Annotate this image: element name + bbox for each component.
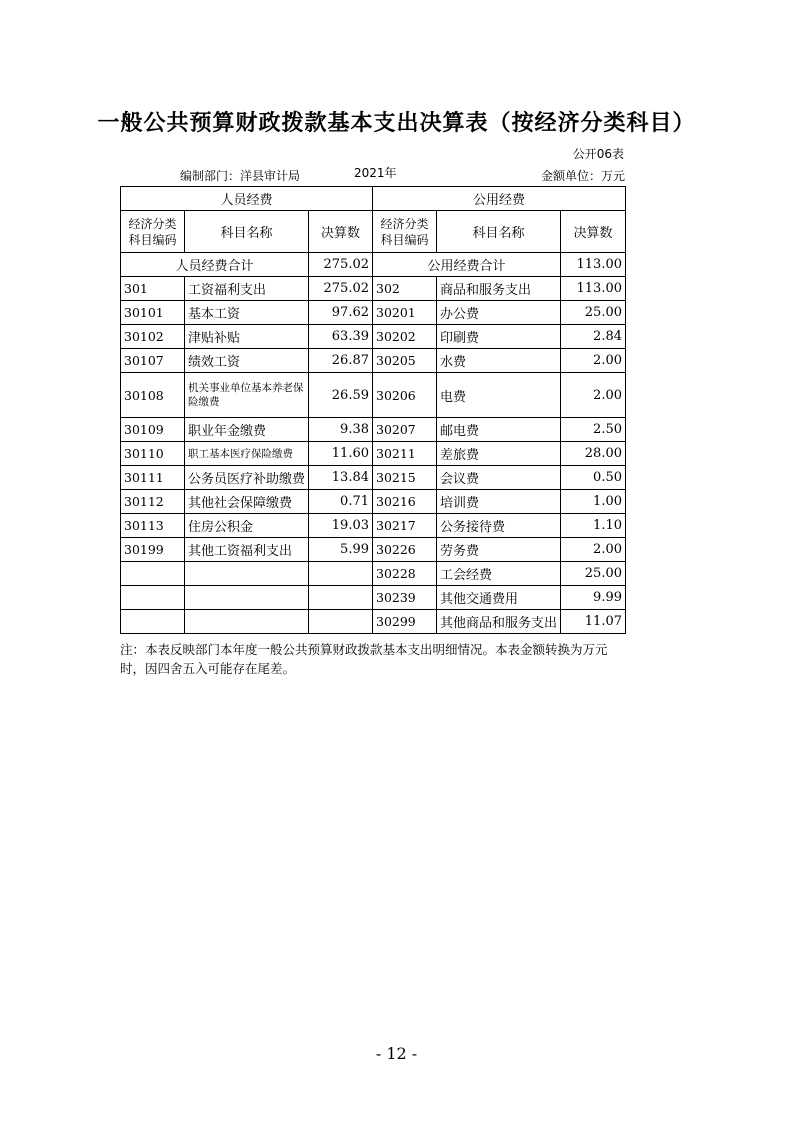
g-code-cell: 30201 [373,301,437,325]
g-code-cell: 30299 [373,610,437,634]
g-amount-cell: 11.07 [561,610,626,634]
g-name-cell: 会议费 [437,466,561,490]
g-code-cell: 30226 [373,538,437,562]
p-name-cell [185,562,309,586]
p-name-cell: 绩效工资 [185,349,309,373]
g-amount-cell: 2.84 [561,325,626,349]
p-name-cell: 职业年金缴费 [185,418,309,442]
p-code-cell: 30109 [121,418,185,442]
totals-row [121,253,626,277]
g-code-cell: 30211 [373,442,437,466]
g-name-cell: 电费 [437,373,561,418]
personnel-header: 人员经费 [121,187,373,211]
p-code-cell: 30112 [121,490,185,514]
p-name-cell: 机关事业单位基本养老保险缴费 [185,373,309,418]
g-name-cell: 水费 [437,349,561,373]
p-code-header: 经济分类科目编码 [121,211,185,253]
p-code-cell: 30108 [121,373,185,418]
g-amount-cell: 28.00 [561,442,626,466]
g-name-cell: 邮电费 [437,418,561,442]
g-amount-cell: 1.10 [561,514,626,538]
page-number: - 12 - [375,1044,418,1063]
table-row [121,418,626,442]
p-name-cell: 工资福利支出 [185,277,309,301]
p-code-cell [121,610,185,634]
g-amount-cell: 113.00 [561,277,626,301]
p-amount-cell: 26.59 [309,373,373,418]
p-code-cell: 30113 [121,514,185,538]
g-code-cell: 30205 [373,349,437,373]
table-row [121,490,626,514]
g-name-cell: 培训费 [437,490,561,514]
p-code-cell: 30110 [121,442,185,466]
p-amount-cell: 9.38 [309,418,373,442]
table-row [121,514,626,538]
table-row [121,277,626,301]
form-code: 公开06表 [572,147,624,161]
p-amount-cell: 63.39 [309,325,373,349]
p-amount-cell: 26.87 [309,349,373,373]
table-row [121,466,626,490]
g-code-cell: 30217 [373,514,437,538]
p-code-cell: 30111 [121,466,185,490]
p-amount-cell: 5.99 [309,538,373,562]
g-name-cell: 工会经费 [437,562,561,586]
public-total-value: 113.00 [561,253,626,277]
p-name-cell: 职工基本医疗保险缴费 [185,442,309,466]
g-amount-cell: 2.50 [561,418,626,442]
table-row [121,301,626,325]
g-amount-header: 决算数 [561,211,626,253]
p-name-cell: 其他社会保障缴费 [185,490,309,514]
p-name-cell: 公务员医疗补助缴费 [185,466,309,490]
g-amount-cell: 2.00 [561,349,626,373]
footnote: 注：本表反映部门本年度一般公共预算财政拨款基本支出明细情况。本表金额转换为万元时，因四舍五入可能存在尾差。 [120,642,608,676]
table-row [121,562,626,586]
p-amount-cell [309,586,373,610]
g-code-cell: 30206 [373,373,437,418]
p-name-cell: 基本工资 [185,301,309,325]
dept-label: 编制部门：洋县审计局 [180,169,301,183]
g-code-cell: 30216 [373,490,437,514]
g-name-cell: 其他商品和服务支出 [437,610,561,634]
g-code-cell: 302 [373,277,437,301]
page-title: 一般公共预算财政拨款基本支出决算表（按经济分类科目） [97,111,696,136]
p-amount-cell: 13.84 [309,466,373,490]
p-amount-cell: 11.60 [309,442,373,466]
p-amount-cell: 275.02 [309,277,373,301]
table-row [121,349,626,373]
column-header-row [121,211,626,253]
p-code-cell: 30101 [121,301,185,325]
table-row [121,610,626,634]
g-name-cell: 其他交通费用 [437,586,561,610]
g-code-cell: 30239 [373,586,437,610]
table-row [121,586,626,610]
g-name-cell: 商品和服务支出 [437,277,561,301]
g-code-header: 经济分类科目编码 [373,211,437,253]
p-amount-cell [309,610,373,634]
p-code-cell [121,586,185,610]
p-name-cell: 其他工资福利支出 [185,538,309,562]
p-code-cell [121,562,185,586]
table-row [121,442,626,466]
g-code-cell: 30228 [373,562,437,586]
g-code-cell: 30202 [373,325,437,349]
public-total-label: 公用经费合计 [373,253,561,277]
g-amount-cell: 1.00 [561,490,626,514]
p-name-cell [185,586,309,610]
g-code-cell: 30215 [373,466,437,490]
meta-row [120,167,625,185]
g-name-cell: 公务接待费 [437,514,561,538]
p-name-cell: 住房公积金 [185,514,309,538]
p-amount-cell: 97.62 [309,301,373,325]
section-header-row [121,187,626,211]
p-name-header: 科目名称 [185,211,309,253]
p-amount-cell [309,562,373,586]
p-name-cell: 津贴补贴 [185,325,309,349]
g-name-cell: 差旅费 [437,442,561,466]
personnel-total-label: 人员经费合计 [121,253,309,277]
p-code-cell: 30102 [121,325,185,349]
g-amount-cell: 25.00 [561,301,626,325]
g-amount-cell: 0.50 [561,466,626,490]
g-amount-cell: 9.99 [561,586,626,610]
p-code-cell: 30107 [121,349,185,373]
g-amount-cell: 2.00 [561,373,626,418]
g-code-cell: 30207 [373,418,437,442]
table-row [121,538,626,562]
g-name-cell: 办公费 [437,301,561,325]
g-name-cell: 劳务费 [437,538,561,562]
p-amount-header: 决算数 [309,211,373,253]
g-amount-cell: 2.00 [561,538,626,562]
g-name-header: 科目名称 [437,211,561,253]
table-row [121,325,626,349]
g-amount-cell: 25.00 [561,562,626,586]
p-amount-cell: 0.71 [309,490,373,514]
p-amount-cell: 19.03 [309,514,373,538]
table-row [121,373,626,418]
p-name-cell [185,610,309,634]
public-header: 公用经费 [373,187,626,211]
personnel-total-value: 275.02 [309,253,373,277]
year-label: 2021年 [354,166,397,180]
g-name-cell: 印刷费 [437,325,561,349]
p-code-cell: 30199 [121,538,185,562]
expenditure-table [120,186,626,634]
p-code-cell: 301 [121,277,185,301]
unit-label: 金额单位：万元 [540,169,625,183]
